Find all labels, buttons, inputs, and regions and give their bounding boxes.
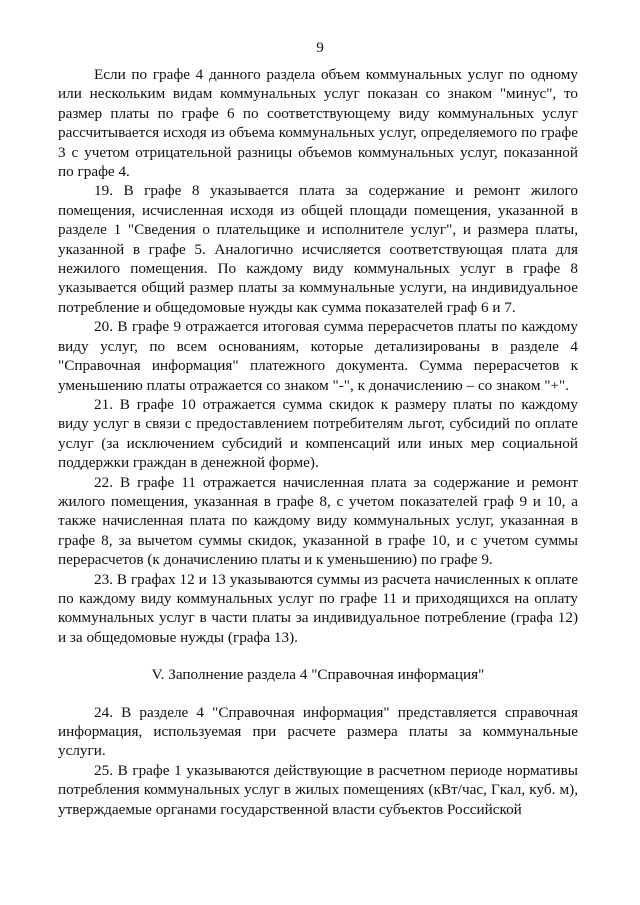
document-body	[58, 65, 578, 819]
paragraph-21: 21. В графе 10 отражается сумма скидок к размеру платы по каждому виду услуг в связи с предоставлением потребителям льгот, субсидий по оплате услуг (за исключением субсидий и компенсаций или иных мер социальной поддержки граждан в денежной форме).	[58, 395, 578, 472]
paragraph-19: 19. В графе 8 указывается плата за содержание и ремонт жилого помещения, исчисленная исходя из общей площади помещения, указанной в разделе 1 "Сведения о плательщике и исполнителе услуг", и размера платы, указанной в графе 5. Аналогично исчисляется соответствующая плата для нежилого помещения. По каждому виду коммунальных услуг в графе 8 указывается общий размер платы за коммунальные услуги, на индивидуальное потребление и общедомовые нужды как сумма показателей граф 6 и 7.	[58, 182, 578, 316]
paragraph-18-continuation: Если по графе 4 данного раздела объем коммунальных услуг по одному или нескольким видам коммунальных услуг показан со знаком "минус", то размер платы по графе 6 по соответствующему виду коммунальных услуг рассчитывается исходя из объема коммунальных услуг, определяемого по графе 3 с учетом отрицательной разницы объемов коммунальных услуг, показанной по графе 4.	[58, 66, 578, 181]
page-number: 9	[316, 39, 324, 56]
paragraph-20: 20. В графе 9 отражается итоговая сумма перерасчетов платы по каждому виду услуг, по всем основаниям, которые детализированы в разделе 4 "Справочная информация" платежного документа. Сумма перерасчетов к уменьшению платы отражается со знаком "-", к доначислению – со знаком "+".	[58, 318, 578, 394]
section-heading: V. Заполнение раздела 4 "Справочная информация"	[151, 666, 485, 684]
paragraph-25: 25. В графе 1 указываются действующие в расчетном периоде нормативы потребления коммунальных услуг в жилых помещениях (кВт/час, Гкал, куб. м), утверждаемые органами государственной власти субъектов Российской	[58, 761, 578, 818]
paragraph-23: 23. В графах 12 и 13 указываются суммы из расчета начисленных к оплате по каждому виду коммунальных услуг по графе 11 и приходящихся на оплату коммунальных услуг в части платы за индивидуальное потребление (графа 12) и за общедомовые нужды (графа 13).	[58, 570, 578, 646]
paragraph-22: 22. В графе 11 отражается начисленная плата за содержание и ремонт жилого помещения, указанная в графе 8, с учетом показателей граф 9 и 10, а также начисленная плата по каждому виду коммунальных услуг, указанная в графе 8, за вычетом суммы скидок, указанной в графе 10, и с учетом суммы перерасчетов (к доначислению платы и к уменьшению) по графе 9.	[58, 473, 578, 569]
paragraph-24: 24. В разделе 4 "Справочная информация" представляется справочная информация, используемая при расчете размера платы за коммунальные услуги.	[58, 703, 578, 760]
